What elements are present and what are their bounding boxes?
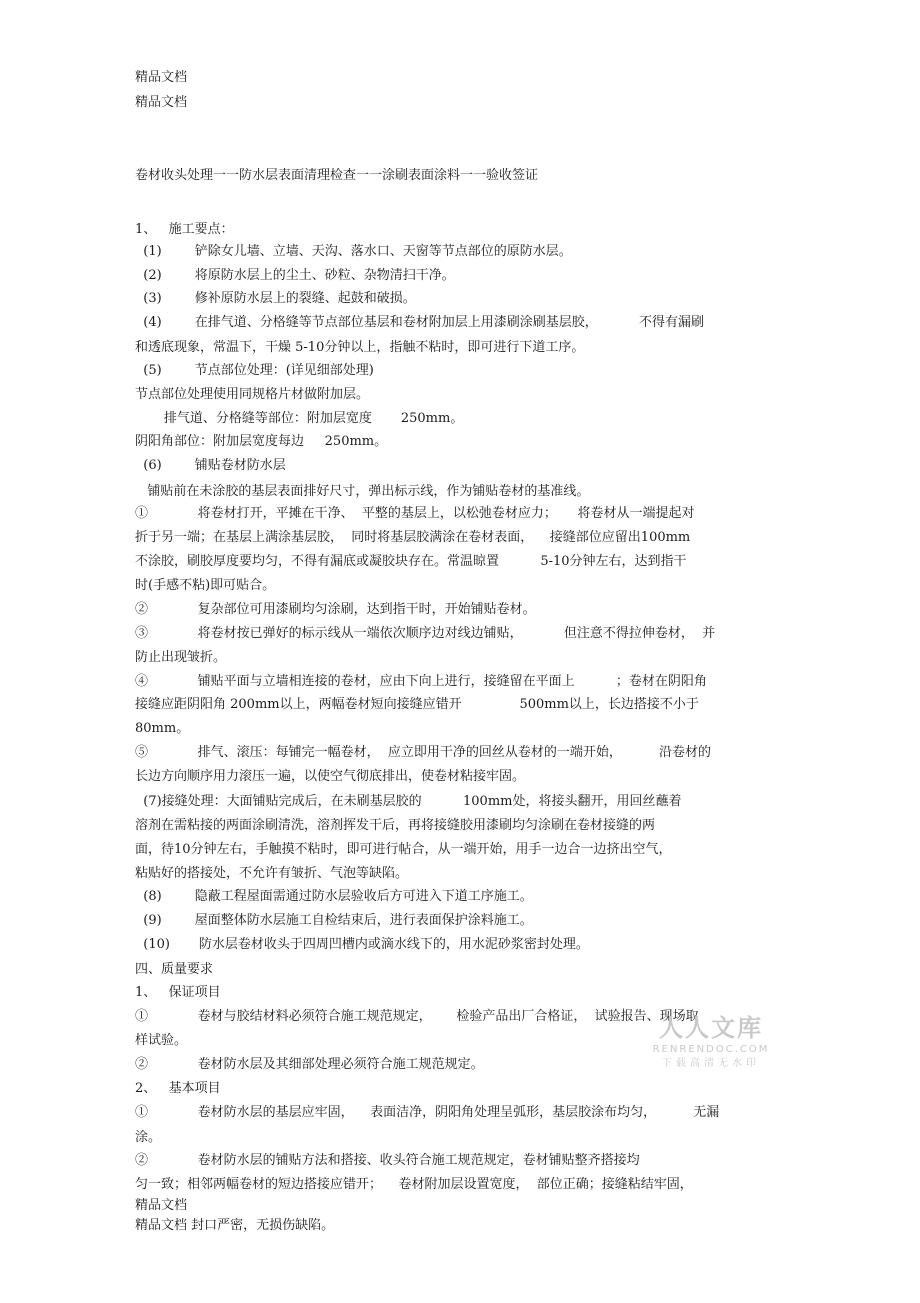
watermark <box>646 1013 776 1071</box>
body-line: 和透底现象，常温下，干燥 5-10分钟以上，指触不粘时，即可进行下道工序。 <box>135 340 585 355</box>
body-line: 接缝应距阴阳角 200mm以上，两幅卷材短向接缝应错开 500mm以上，长边搭接不小于 <box>135 697 699 712</box>
body-line: 匀一致；相邻两幅卷材的短边搭接应错开； 卷材附加层设置宽度， 部位正确；接缝粘结牢固， <box>135 1177 693 1192</box>
body-line: 1、 保证项目 <box>135 985 221 1000</box>
header-label: 精品文档 <box>135 70 188 85</box>
body-line: (3) 修补原防水层上的裂缝、起鼓和破损。 <box>135 291 416 306</box>
body-line: 样试验。 <box>135 1033 188 1048</box>
footer-label: 精品文档 <box>135 1198 188 1213</box>
body-line: 折于另一端；在基层上满涂基层胶， 同时将基层胶满涂在卷材表面， 接缝部位应留出100mm <box>135 530 691 545</box>
body-line: 2、 基本项目 <box>135 1081 221 1096</box>
body-line: ④ 铺贴平面与立墙相连接的卷材，应由下向上进行，接缝留在平面上 ；卷材在阴阳角 <box>135 674 707 689</box>
body-line: 节点部位处理使用同规格片材做附加层。 <box>135 387 370 402</box>
body-line: ① 卷材与胶结材料必须符合施工规范规定， 检验产品出厂合格证， 试验报告、现场取 <box>135 1009 699 1024</box>
body-line: 粘贴好的搭接处，不允许有皱折、气泡等缺陷。 <box>135 866 409 881</box>
body-line: 排气道、分格缝等部位：附加层宽度 250mm。 <box>135 411 464 426</box>
body-line: 长边方向顺序用力滚压一遍，以使空气彻底排出，使卷材粘接牢固。 <box>135 769 526 784</box>
body-line: (8) 隐蔽工程屋面需通过防水层验收后方可进入下道工序施工。 <box>135 889 533 904</box>
body-line: 时(手感不粘)即可贴合。 <box>135 578 276 593</box>
body-line: (6) 铺贴卷材防水层 <box>135 458 286 473</box>
body-line: (5) 节点部位处理：(详见细部处理) <box>135 363 374 378</box>
body-line: 溶剂在需粘接的两面涂刷清洗，溶剂挥发干后，再将接缝胶用漆刷均匀涂刷在卷材接缝的两 <box>135 818 656 833</box>
body-line: 防止出现皱折。 <box>135 650 227 665</box>
body-line: 80mm。 <box>135 721 190 736</box>
process-flow-title: 卷材收头处理一一防水层表面清理检查一一涂刷表面涂料一一验收签证 <box>135 168 539 183</box>
body-line: ② 复杂部位可用漆刷均匀涂刷，达到指干时，开始铺贴卷材。 <box>135 602 536 617</box>
body-line: ① 将卷材打开，平摊在干净、 平整的基层上，以松弛卷材应力； 将卷材从一端提起对 <box>135 506 695 521</box>
body-line: ⑤ 排气、滚压：每铺完一幅卷材， 应立即用干净的回丝从卷材的一端开始， 沿卷材的 <box>135 745 712 760</box>
body-line: (9) 屋面整体防水层施工自检结束后，进行表面保护涂料施工。 <box>135 913 533 928</box>
body-line: (2) 将原防水层上的尘土、砂粒、杂物清扫干净。 <box>135 268 455 283</box>
footer-label: 精品文档 封口严密，无损伤缺陷。 <box>135 1218 335 1233</box>
body-line: 1、 施工要点： <box>135 222 234 237</box>
body-line: (4) 在排气道、分格缝等节点部位基层和卷材附加层上用漆刷涂刷基层胶， 不得有漏刷 <box>135 315 705 330</box>
body-line: 铺贴前在未涂胶的基层表面排好尺寸，弹出标示线，作为铺贴卷材的基准线。 <box>135 484 590 499</box>
watermark-tagline: 下载高清无水印 <box>662 1058 760 1069</box>
watermark-url: RENRENDOC.COM <box>652 1044 770 1055</box>
header-label: 精品文档 <box>135 95 188 110</box>
body-line: (1) 铲除女儿墙、立墙、天沟、落水口、天窗等节点部位的原防水层。 <box>135 244 572 259</box>
body-line: 阴阳角部位：附加层宽度每边 250mm。 <box>135 434 388 449</box>
body-line: (7)接缝处理：大面铺贴完成后，在未刷基层胶的 100mm处，将接头翻开，用回丝蘸着 <box>135 794 682 809</box>
body-line: 面，待10分钟左右，手触摸不粘时，即可进行帖合，从一端开始，用手一边合一边挤出空气， <box>135 842 672 857</box>
body-line: 不涂胶，刷胶厚度要均匀，不得有漏底或凝胶块存在。常温晾置 5-10分钟左右，达到指干 <box>135 554 687 569</box>
body-line: 涂。 <box>135 1130 162 1145</box>
body-line: (10) 防水层卷材收头于四周凹槽内或滴水线下的，用水泥砂浆密封处理。 <box>135 937 589 952</box>
body-line: ② 卷材防水层的铺贴方法和搭接、收头符合施工规范规定，卷材铺贴整齐搭接均 <box>135 1153 640 1168</box>
watermark-logo: 人人文库 <box>659 1014 763 1042</box>
body-line: ② 卷材防水层及其细部处理必须符合施工规范规定。 <box>135 1057 484 1072</box>
body-line: ① 卷材防水层的基层应牢固， 表面洁净，阴阳角处理呈弧形，基层胶涂布均匀， 无漏 <box>135 1105 720 1120</box>
body-line: 四、质量要求 <box>135 962 214 977</box>
body-line: ③ 将卷材按已弹好的标示线从一端依次顺序边对线边铺贴， 但注意不得拉伸卷材， 并 <box>135 626 716 641</box>
